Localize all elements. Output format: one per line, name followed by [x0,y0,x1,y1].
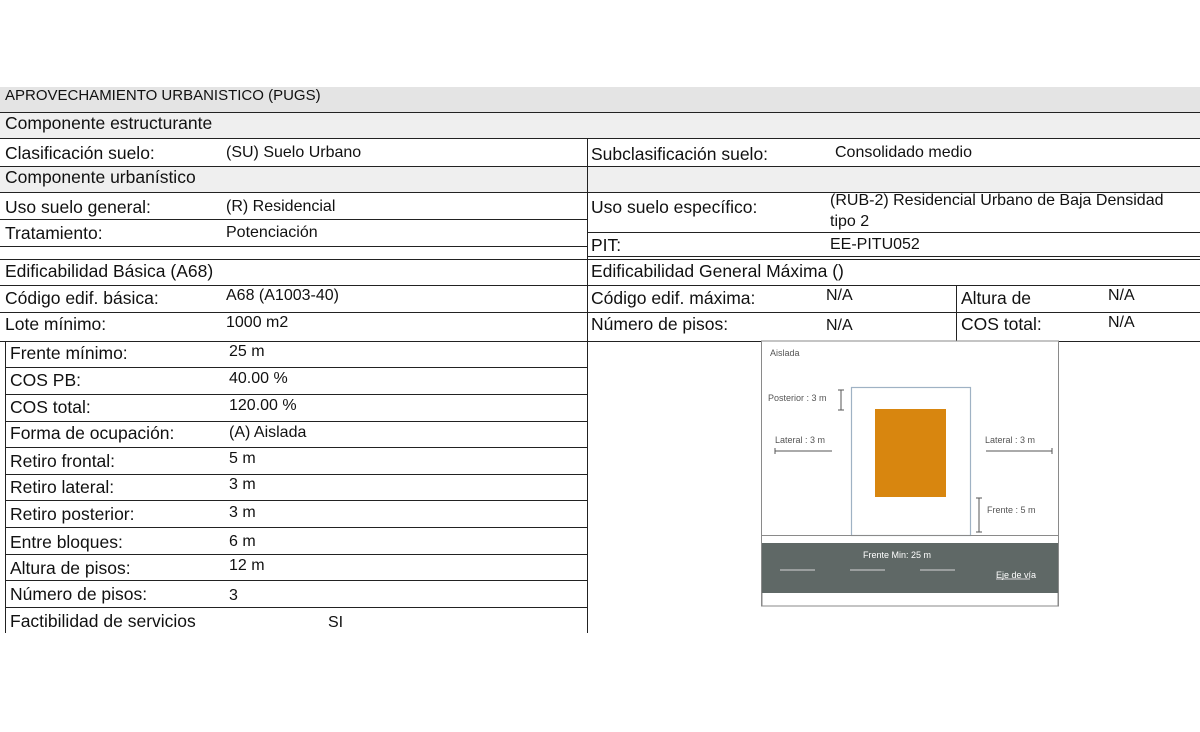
row-label: Frente mínimo: [10,343,128,363]
row-value: 3 m [229,476,256,493]
row-label: Retiro lateral: [10,477,115,497]
rule [5,500,588,501]
section-title: APROVECHAMIENTO URBANISTICO (PUGS) [5,87,321,104]
row-label: Forma de ocupación: [10,423,175,443]
rule [5,554,588,555]
tratamiento-value: Potenciación [226,224,318,241]
basica-title: Edificabilidad Básica (A68) [5,261,214,281]
codigo-basica-value: A68 (A1003-40) [226,287,339,304]
subclasificacion-label: Subclasificación suelo: [591,144,769,164]
row-value: 40.00 % [229,370,288,387]
rule [0,138,1200,139]
clasificacion-value: (SU) Suelo Urbano [226,144,362,161]
cos-maxima-label: COS total: [961,314,1042,334]
row-label: Retiro posterior: [10,504,135,524]
rule [956,286,957,341]
rule [0,312,1200,313]
comp-estructurante-title: Componente estructurante [5,113,213,133]
row-value: 6 m [229,533,256,550]
uso-general-label: Uso suelo general: [5,197,151,217]
lateral-right-label: Lateral : 3 m [985,435,1036,445]
rule [5,607,588,608]
pisos-maxima-label: Número de pisos: [591,314,729,334]
row-value: 12 m [229,557,265,574]
rule [587,139,588,633]
rule [5,421,588,422]
subclasificacion-value: Consolidado medio [835,144,972,161]
pit-value: EE-PITU052 [830,236,920,253]
row-value: 5 m [229,450,256,467]
factibilidad-value: SI [328,614,344,631]
lote-value: 1000 m2 [226,314,289,331]
rule [5,527,588,528]
rule [5,394,588,395]
row-value: 120.00 % [229,397,297,414]
rule [588,232,1200,233]
frente-label: Frente : 5 m [987,505,1036,515]
rule [0,259,1200,260]
codigo-basica-label: Código edif. básica: [5,288,159,308]
clasificacion-label: Clasificación suelo: [5,143,155,163]
tratamiento-label: Tratamiento: [5,223,103,243]
rule [0,166,1200,167]
row-value: (A) Aislada [229,424,307,441]
row-label: COS total: [10,397,91,417]
rule [0,285,1200,286]
rule [5,580,588,581]
pit-label: PIT: [591,235,622,255]
row-value: 25 m [229,343,265,360]
uso-general-value: (R) Residencial [226,198,336,215]
comp-urbanistico-title: Componente urbanístico [5,167,196,187]
rule [5,342,6,633]
eje-via-label: Eje de vía [996,570,1037,580]
codigo-maxima-label: Código edif. máxima: [591,288,756,308]
rule [0,219,588,220]
rule [0,192,1200,193]
uso-especifico-label: Uso suelo específico: [591,197,758,217]
pisos-maxima-value: N/A [826,317,853,334]
rule [588,256,1200,257]
rule [0,112,1200,113]
row-label: Retiro frontal: [10,451,116,471]
lateral-left-label: Lateral : 3 m [775,435,826,445]
maxima-title: Edificabilidad General Máxima () [591,261,844,281]
codigo-maxima-value: N/A [826,287,853,304]
row-value: 3 m [229,504,256,521]
factibilidad-label: Factibilidad de servicios [10,611,196,631]
rule [5,447,588,448]
row-label: Altura de pisos: [10,558,131,578]
rule [5,474,588,475]
building-footprint [875,409,946,497]
cos-maxima-value: N/A [1108,314,1135,331]
row-label: Entre bloques: [10,532,123,552]
uso-especifico-value-line2: tipo 2 [830,213,870,230]
row-label: Número de pisos: [10,584,148,604]
row-label: COS PB: [10,370,81,390]
altura-maxima-value: N/A [1108,287,1135,304]
posterior-label: Posterior : 3 m [768,393,827,403]
rule [0,246,588,247]
row-value: 3 [229,587,238,604]
uso-especifico-value-line1: (RUB-2) Residencial Urbano de Baja Densidad [830,192,1164,209]
diagram-type-label: Aislada [770,348,800,358]
setback-diagram [760,340,1060,608]
frente-min-label: Frente Min: 25 m [863,550,932,560]
altura-maxima-label: Altura de [961,288,1032,308]
rule [5,367,588,368]
lote-label: Lote mínimo: [5,314,107,334]
